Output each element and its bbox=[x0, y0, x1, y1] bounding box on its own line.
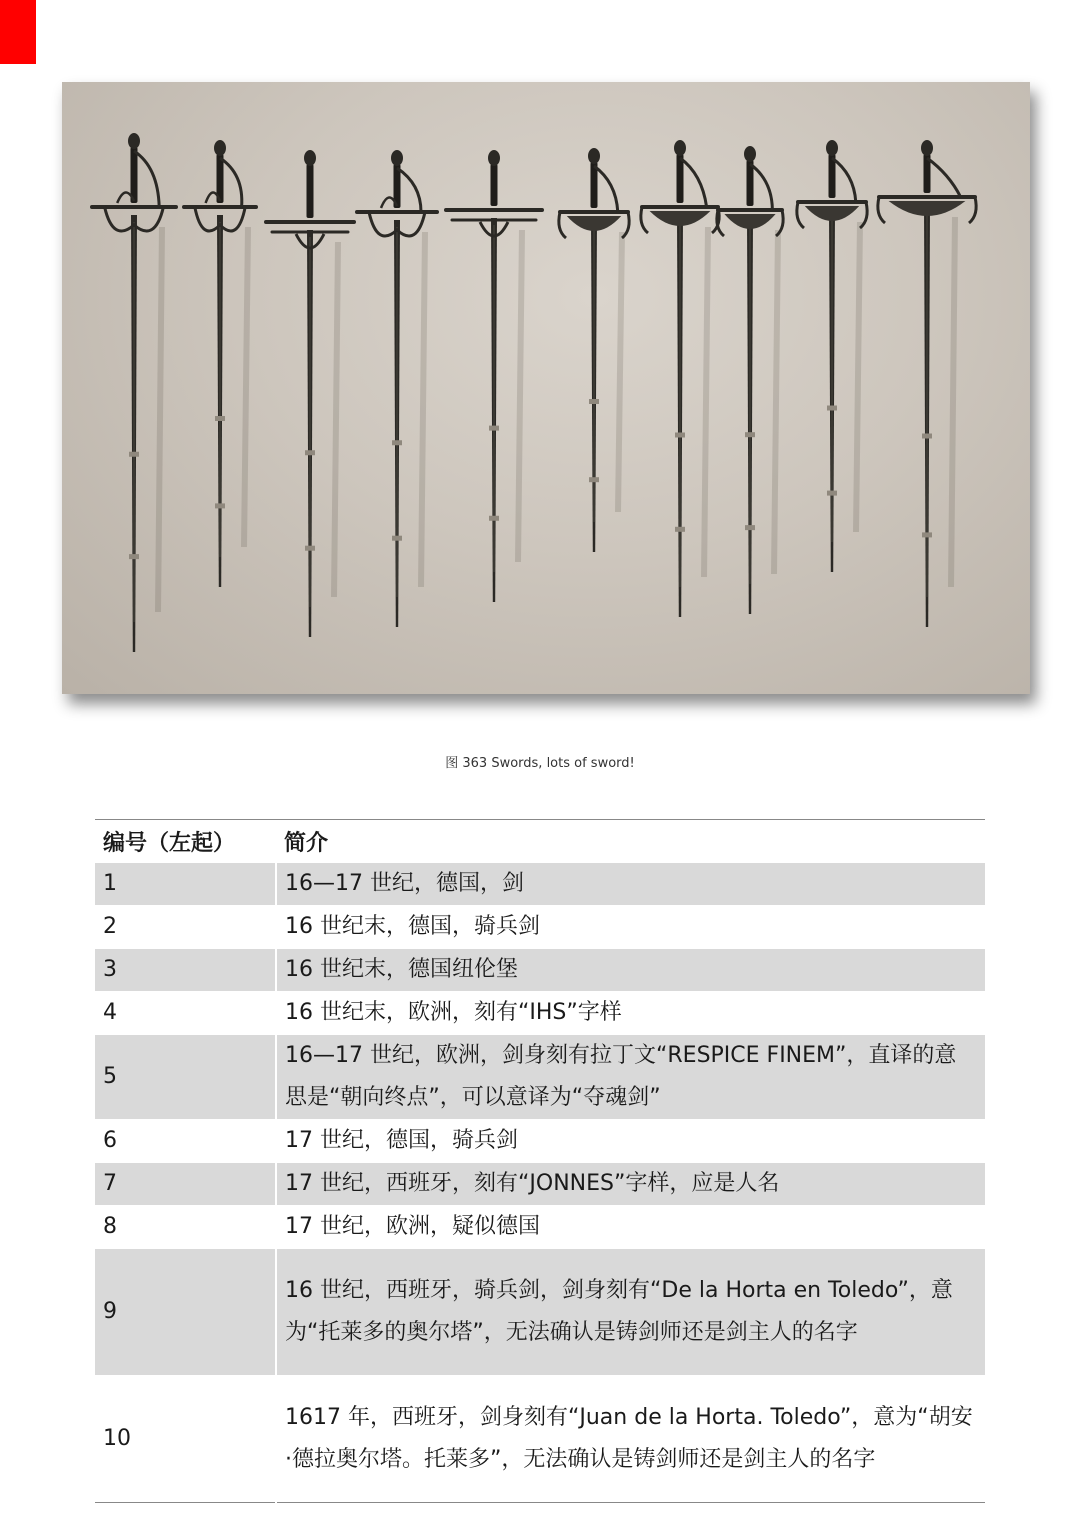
swords-photo bbox=[62, 82, 1030, 694]
row-description: 17 世纪，德国，骑兵剑 bbox=[276, 1120, 985, 1163]
sword-3 bbox=[266, 150, 354, 637]
row-description: 17 世纪，欧洲，疑似德国 bbox=[276, 1206, 985, 1249]
sword-5 bbox=[446, 150, 542, 602]
table-row bbox=[95, 1376, 985, 1503]
header-number: 编号（左起） bbox=[103, 830, 236, 856]
sword-info-table bbox=[95, 819, 985, 1503]
row-number: 9 bbox=[95, 1249, 276, 1376]
sword-7 bbox=[641, 140, 719, 617]
sword-6 bbox=[559, 148, 629, 552]
row-number: 2 bbox=[95, 906, 276, 949]
sword-1 bbox=[92, 133, 176, 652]
swords-illustration bbox=[62, 82, 1030, 694]
sword-9 bbox=[797, 140, 867, 572]
table-row bbox=[95, 1163, 985, 1206]
table-row bbox=[95, 1206, 985, 1249]
row-description: 16 世纪末，德国纽伦堡 bbox=[276, 949, 985, 992]
table-header-row bbox=[95, 820, 985, 863]
table-row bbox=[95, 1249, 985, 1376]
row-number: 5 bbox=[95, 1035, 276, 1120]
figure-caption: 图 363 Swords, lots of sword! bbox=[445, 756, 635, 771]
row-number: 7 bbox=[95, 1163, 276, 1206]
sword-10 bbox=[878, 140, 976, 627]
row-number: 1 bbox=[95, 863, 276, 906]
row-description: 17 世纪，西班牙，刻有“JONNES”字样，应是人名 bbox=[276, 1163, 985, 1206]
red-corner-mark bbox=[0, 0, 36, 64]
row-description: 16—17 世纪，德国，剑 bbox=[276, 863, 985, 906]
sword-2 bbox=[184, 140, 256, 587]
row-description: 16 世纪末，欧洲，刻有“IHS”字样 bbox=[276, 992, 985, 1035]
row-description: 16 世纪，西班牙，骑兵剑，剑身刻有“De la Horta en Toledo”，意为“托莱多的奥尔塔”，无法确认是铸剑师还是剑主人的名字 bbox=[276, 1249, 985, 1376]
table-row bbox=[95, 1035, 985, 1120]
row-number: 3 bbox=[95, 949, 276, 992]
row-description: 16—17 世纪，欧洲，剑身刻有拉丁文“RESPICE FINEM”，直译的意思是“朝向终点”，可以意译为“夺魂剑” bbox=[276, 1035, 985, 1120]
row-number: 6 bbox=[95, 1120, 276, 1163]
header-description: 简介 bbox=[284, 830, 329, 856]
row-description: 1617 年，西班牙，剑身刻有“Juan de la Horta. Toledo”，意为“胡安·德拉奥尔塔。托莱多”，无法确认是铸剑师还是剑主人的名字 bbox=[276, 1376, 985, 1503]
table-row bbox=[95, 949, 985, 992]
table-row bbox=[95, 992, 985, 1035]
row-number: 4 bbox=[95, 992, 276, 1035]
table-row bbox=[95, 1120, 985, 1163]
row-number: 10 bbox=[95, 1376, 276, 1503]
sword-8 bbox=[717, 146, 783, 614]
table-row bbox=[95, 906, 985, 949]
row-description: 16 世纪末，德国，骑兵剑 bbox=[276, 906, 985, 949]
row-number: 8 bbox=[95, 1206, 276, 1249]
sword-4 bbox=[357, 150, 437, 627]
table-row bbox=[95, 863, 985, 906]
